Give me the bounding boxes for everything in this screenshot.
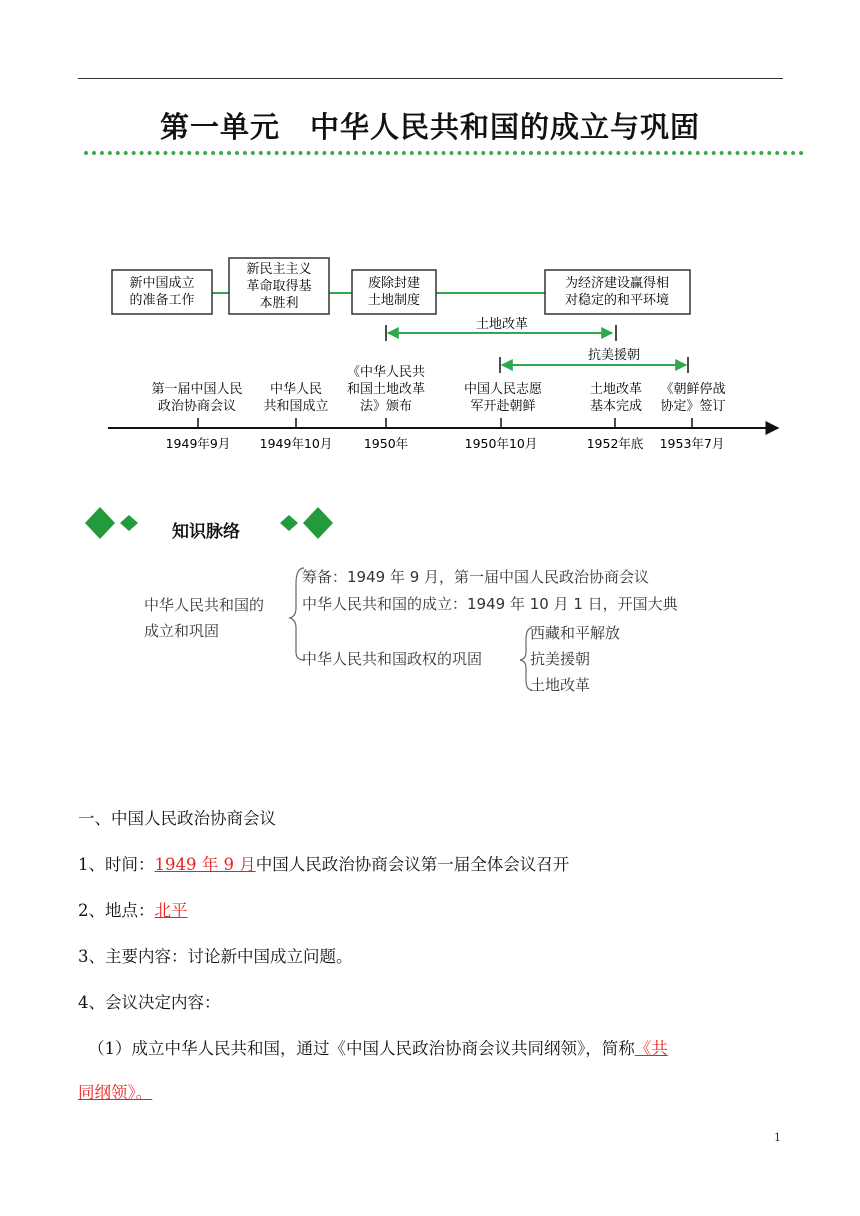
section-heading: 一、中国人民政治协商会议 (78, 809, 276, 828)
content-line (78, 897, 188, 921)
phase-box-label: 废除封建土地制度 (367, 276, 421, 308)
timeline-event-label: 土地改革基本完成 (589, 382, 643, 414)
timeline-event-label: 中华人民共和国成立 (263, 382, 329, 414)
knowledge-outline (140, 560, 740, 700)
content-line (88, 1035, 668, 1059)
highlight-answer: 《共 (634, 1039, 668, 1058)
timeline-event-label: 中国人民志愿军开赴朝鲜 (463, 382, 543, 414)
phase-box-label: 新中国成立的准备工作 (129, 276, 195, 308)
content-line: 4、会议决定内容： (78, 993, 221, 1012)
outline-sub-item: 土地改革 (530, 676, 591, 694)
highlight-answer: 1949 年 9 月 (154, 855, 256, 874)
phase-box (112, 270, 212, 314)
timeline-event-label: 《朝鲜停战协定》签订 (660, 382, 726, 414)
timeline-date-label: 1949年9月 (165, 436, 231, 451)
phase-box-label: 为经济建设赢得相对稳定的和平环境 (564, 276, 670, 308)
timeline-date-label: 1950年 (363, 436, 409, 451)
header-rule (78, 78, 783, 79)
timeline-diagram (0, 240, 860, 460)
phase-box (352, 270, 436, 314)
diamond-icon (303, 507, 333, 539)
timeline-date-label: 1953年7月 (659, 436, 725, 451)
highlight-answer: 同纲领》。 (78, 1083, 153, 1102)
timeline-date-label: 1952年底 (586, 436, 644, 451)
timeline-event-label: 《中华人民共和国土地改革法》颁布 (346, 365, 426, 414)
outline-branch: 中华人民共和国政权的巩固 (302, 650, 483, 668)
line-text: 中国人民政治协商会议第一届全体会议召开 (255, 855, 570, 874)
diamond-icon (85, 507, 115, 539)
diamond-icon (280, 515, 298, 531)
phase-box-label: 新民主主义革命取得基本胜利 (246, 262, 312, 311)
line-label: 1、时间： (78, 855, 155, 874)
page-number: 1 (774, 1131, 781, 1144)
timeline-date-label: 1950年10月 (464, 436, 538, 451)
outline-root: 中华人民共和国的成立和巩固 (144, 596, 265, 640)
diamond-icon (120, 515, 138, 531)
content-line (78, 851, 569, 875)
line-label: 2、地点： (78, 901, 155, 920)
page-title: 第一单元 中华人民共和国的成立与巩固 (159, 110, 700, 144)
timeline-date-label: 1949年10月 (259, 436, 333, 451)
knowledge-label: 知识脉络 (172, 522, 240, 542)
span-label: 土地改革 (475, 317, 529, 332)
phase-box (545, 270, 690, 314)
phase-box (229, 258, 329, 314)
timeline-event-label: 第一届中国人民政治协商会议 (151, 382, 243, 414)
outline-sub-item: 西藏和平解放 (530, 624, 621, 642)
outline-sub-item: 抗美援朝 (530, 650, 591, 668)
highlight-answer: 北平 (154, 901, 188, 920)
content-line (78, 1079, 152, 1103)
title-dotted-divider (84, 151, 804, 155)
span-label: 抗美援朝 (587, 348, 641, 363)
content-line: 3、主要内容：讨论新中国成立问题。 (78, 947, 353, 966)
outline-branch: 筹备：1949 年 9 月，第一届中国人民政治协商会议 (302, 568, 650, 586)
outline-branch: 中华人民共和国的成立：1949 年 10 月 1 日，开国大典 (302, 595, 678, 613)
line-text: （1）成立中华人民共和国，通过《中国人民政治协商会议共同纲领》，简称 (88, 1039, 635, 1058)
